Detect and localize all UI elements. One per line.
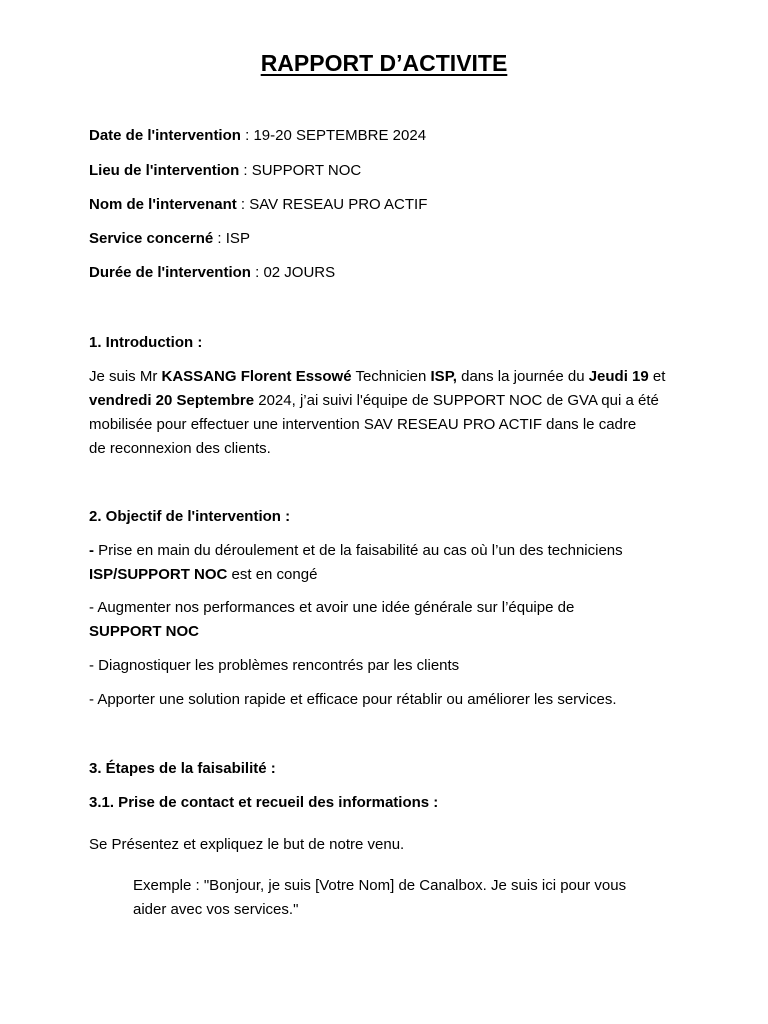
- intro-text: Je suis Mr: [89, 368, 162, 385]
- meta-duree: [89, 261, 689, 285]
- meta-sep: :: [240, 127, 254, 144]
- meta-label: Service concerné: [89, 230, 214, 247]
- intro-line-2: [89, 389, 689, 413]
- objectif-item-1-line-2: [89, 563, 689, 587]
- meta-value: 02 JOURS: [263, 264, 336, 281]
- etapes-text: Se Présentez et expliquez le but de notre venu.: [89, 836, 405, 853]
- intro-text: dans la journée du: [456, 368, 589, 385]
- intro-line-4: de reconnexion des clients.: [89, 440, 271, 457]
- intro-text: Technicien: [351, 368, 431, 385]
- meta-value: ISP: [225, 230, 250, 247]
- meta-label: Nom de l'intervenant: [89, 196, 237, 213]
- objectif-item-2-line-2: SUPPORT NOC: [89, 623, 200, 640]
- intro-line-3: mobilisée pour effectuer une intervention SAV RESEAU PRO ACTIF dans le cadre: [89, 416, 637, 433]
- example-line-2: aider avec vos services.": [133, 901, 299, 918]
- objectif-bold: ISP/SUPPORT NOC: [89, 566, 228, 583]
- section-heading-objectif: 2. Objectif de l'intervention :: [89, 508, 291, 525]
- meta-sep: :: [213, 230, 226, 247]
- meta-lieu: [89, 159, 689, 183]
- meta-value: SUPPORT NOC: [251, 162, 362, 179]
- objectif-text: est en congé: [227, 566, 318, 583]
- meta-label: Durée de l'intervention: [89, 264, 251, 281]
- objectif-item-3: - Diagnostiquer les problèmes rencontrés par les clients: [89, 657, 460, 674]
- intro-day1: Jeudi 19: [588, 368, 649, 385]
- objectif-item-1: [89, 539, 689, 587]
- meta-value: 19-20 SEPTEMBRE 2024: [253, 127, 427, 144]
- objectif-item-4: - Apporter une solution rapide et efficace pour rétablir ou améliorer les services.: [89, 691, 617, 708]
- intro-isp: ISP,: [430, 368, 457, 385]
- introduction-paragraph: [89, 365, 689, 461]
- objectif-item-1-line-1: [89, 539, 689, 563]
- intro-day2: vendredi 20 Septembre: [89, 392, 255, 409]
- list-dash: -: [89, 542, 94, 559]
- intro-line-1: [89, 365, 689, 389]
- objectif-text: Prise en main du déroulement et de la faisabilité au cas où l’un des techniciens: [94, 542, 623, 559]
- meta-service: [89, 227, 689, 251]
- subsection-heading-prise-de-contact: 3.1. Prise de contact et recueil des informations :: [89, 794, 439, 811]
- objectif-item-2-line-1: - Augmenter nos performances et avoir une idée générale sur l’équipe de: [89, 599, 575, 616]
- intro-name: KASSANG Florent Essowé: [161, 368, 352, 385]
- meta-label: Date de l'intervention: [89, 127, 241, 144]
- example-line-1: Exemple : "Bonjour, je suis [Votre Nom] de Canalbox. Je suis ici pour vous: [133, 877, 627, 894]
- document-title: RAPPORT D’ACTIVITE: [260, 50, 508, 76]
- intro-text: 2024, j’ai suivi l'équipe de SUPPORT NOC de GVA qui a été: [254, 392, 659, 409]
- meta-intervenant: [89, 193, 689, 217]
- section-heading-introduction: 1. Introduction :: [89, 334, 203, 351]
- meta-sep: :: [250, 264, 264, 281]
- intro-text: et: [648, 368, 666, 385]
- section-heading-etapes: 3. Étapes de la faisabilité :: [89, 760, 276, 777]
- objectif-item-2: [89, 596, 689, 644]
- meta-label: Lieu de l'intervention: [89, 162, 240, 179]
- meta-date: [89, 124, 689, 148]
- meta-sep: :: [236, 196, 250, 213]
- meta-sep: :: [239, 162, 252, 179]
- meta-value: SAV RESEAU PRO ACTIF: [249, 196, 428, 213]
- example-block: [133, 874, 693, 922]
